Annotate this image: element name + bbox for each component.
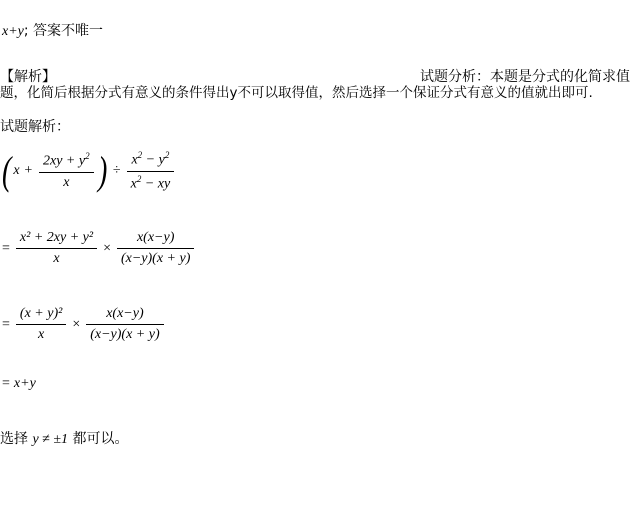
step2-fraction-2: [119, 230, 192, 267]
step-2: [0, 230, 196, 267]
step2-num1: x² + 2xy + y²: [19, 230, 94, 245]
conclusion-text-1: 选择: [0, 431, 28, 447]
solution-heading: 试题解析：: [0, 119, 70, 135]
step-1: [0, 150, 176, 192]
left-paren: (: [1, 148, 12, 194]
step2-den2: (x−y)(x + y): [117, 248, 194, 267]
step2-fraction-1: [18, 230, 95, 267]
step1-den1: x: [39, 172, 94, 191]
answer-expression: x+y: [2, 24, 24, 39]
step-4: [0, 376, 36, 392]
step1-den2-tail: − xy: [141, 176, 171, 192]
answer-note: 答案不唯一: [33, 23, 104, 39]
step1-num1-sup: 2: [85, 151, 90, 162]
step4-result: x+y: [13, 376, 36, 391]
step1-den2-x: x: [130, 176, 137, 192]
answer-line: [2, 20, 103, 40]
step1-num2-mid: − y: [142, 152, 165, 168]
answer-separator: ;: [23, 23, 29, 39]
step3-num2: x(x−y): [106, 306, 144, 321]
step4-equals: =: [2, 376, 10, 391]
conclusion-expr: y ≠ ±1: [32, 432, 69, 447]
conclusion: [0, 428, 129, 448]
analysis-body: 题，化简后根据分式有意义的条件得出y不可以取得值，然后选择一个保证分式有意义的值就出即可.: [0, 85, 593, 101]
step2-num2: x(x−y): [136, 230, 175, 245]
step-3: [0, 306, 166, 343]
step3-equals: =: [2, 316, 10, 332]
step1-num2-x: x: [131, 152, 138, 168]
step2-times: ×: [103, 240, 111, 256]
step3-den2: (x−y)(x + y): [86, 324, 163, 343]
conclusion-text-2: 都可以。: [72, 431, 129, 447]
step1-fraction-1: [41, 151, 92, 191]
analysis-heading: 【解析】: [0, 69, 56, 85]
step3-den1: x: [16, 324, 66, 343]
step1-den2-sup: 2: [136, 173, 142, 184]
step3-fraction-2: [88, 306, 161, 343]
step1-num1: 2xy + y: [43, 153, 86, 169]
step1-left-var: x: [13, 163, 20, 179]
step1-plus: +: [23, 163, 33, 179]
step2-den1: x: [16, 248, 97, 267]
step3-num1: (x + y)²: [19, 306, 63, 321]
step1-num2-sup1: 2: [137, 150, 143, 160]
step3-fraction-1: [18, 306, 64, 343]
step2-equals: =: [2, 240, 10, 256]
right-paren: ): [97, 148, 107, 194]
analysis-lead: 试题分析：本题是分式的化简求值: [420, 69, 630, 85]
step3-times: ×: [72, 316, 81, 332]
step1-fraction-2: [129, 150, 173, 192]
step1-divide: ÷: [112, 163, 121, 179]
step1-num2-sup2: 2: [164, 150, 170, 160]
